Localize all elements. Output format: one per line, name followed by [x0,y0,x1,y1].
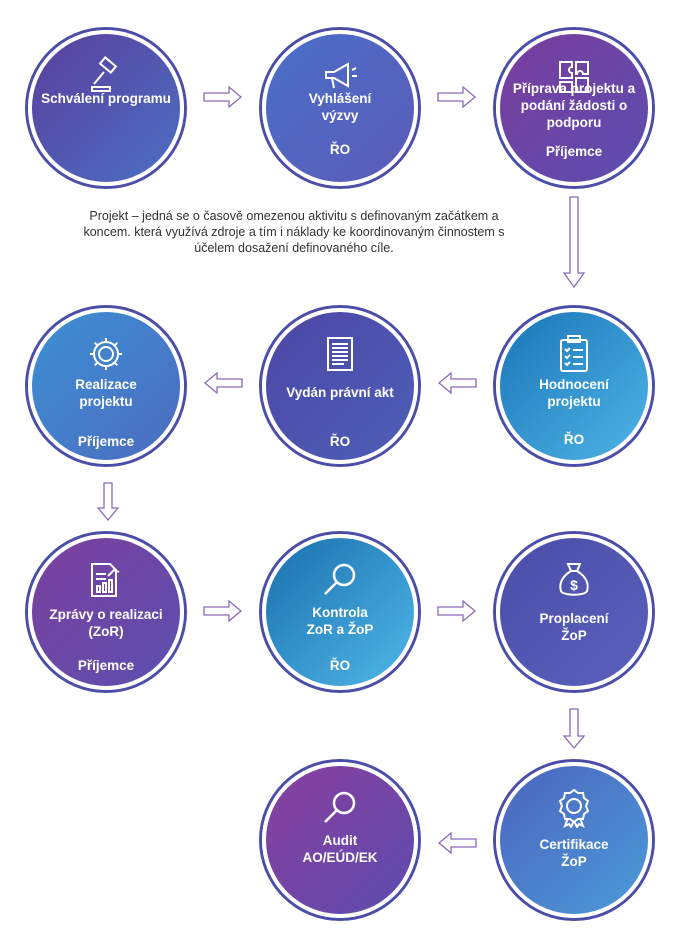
document-icon [320,334,360,374]
node-label: Audit AO/EÚD/EK [302,833,378,865]
node-vydan-pravni-akt [262,308,418,464]
node-realizace-projektu [28,308,184,464]
node-hodnoceni-projektu [496,308,652,464]
arrow-left [203,372,243,394]
arrow-right [203,86,243,108]
magnifier-icon [320,560,360,600]
node-kontrola-zor-zop [262,534,418,690]
node-actor: ŘO [563,432,585,447]
node-label: Realizace projektu [75,377,137,409]
project-definition-note: Projekt – jedná se o časově omezenou aktivitu s definovaným začátkem a koncem. která využívá zdroje a tím i náklady ke koordinovaným činnostem s účelem dosažení definovaného cíle. [83,209,505,255]
certificate-badge-icon [554,788,594,828]
node-actor: Příjemce [77,434,135,449]
node-actor: ŘO [329,434,351,449]
arrow-down [563,708,585,750]
arrow-down [563,196,585,288]
node-certifikace-zop [496,762,652,918]
node-vyhlaseni-vyzvy [262,30,418,186]
node-label: Schválení programu [41,91,171,106]
money-bag-icon [554,560,594,600]
node-label: Vyhlášení výzvy [308,91,372,123]
node-actor: ŘO [329,142,351,157]
arrow-down [97,482,119,522]
svg-text:$: $ [570,577,578,593]
node-label: Proplacení ŽoP [539,611,609,643]
arrow-right [437,600,477,622]
node-actor: ŘO [329,658,351,673]
arrow-left [437,372,477,394]
magnifier-icon [320,788,360,828]
node-schvaleni-programu [28,30,184,186]
node-zpravy-o-realizaci [28,534,184,690]
report-icon [86,560,126,600]
arrow-left [437,832,477,854]
node-actor: Příjemce [77,658,135,673]
node-proplaceni-zop [496,534,652,690]
arrow-right [437,86,477,108]
node-priprava-projektu [496,30,652,186]
arrow-right [203,600,243,622]
node-audit [262,762,418,918]
node-actor: Příjemce [545,144,603,159]
node-label: Certifikace ŽoP [539,837,609,869]
node-label: Zprávy o realizaci (ZoR) [49,607,163,639]
node-label: Příprava projektu a podání žádosti o podporu [512,81,636,130]
gear-icon [86,334,126,374]
node-label: Kontrola ZoR a ŽoP [306,605,374,637]
clipboard-icon [554,334,594,374]
node-label: Vydán právní akt [286,385,394,400]
node-label: Hodnocení projektu [539,377,609,409]
